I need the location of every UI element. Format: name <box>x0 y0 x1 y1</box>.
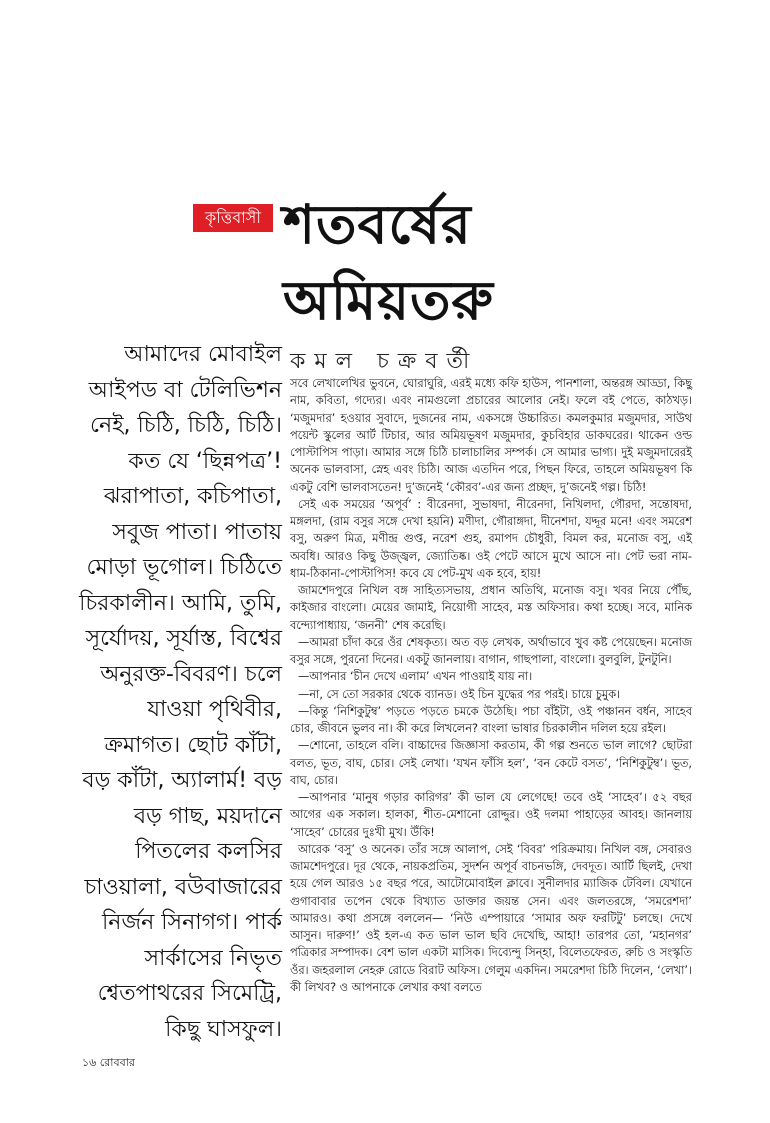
body-paragraph: —কিন্তু ‘নিশিকুটুম্ব’ পড়তে পড়তে চমকে উঠেছি। পচা বাঁইটা, ওই পঞ্চানন বর্ধন, সাহেব চোর, জীবনে ভুলব না। কী করে লিখলেন? বাংলা ভাষার চিরকালীন দলিল হয়ে রইল। <box>290 704 692 735</box>
body-paragraph: —আমরা চাঁদা করে ওঁর শেষকৃত্য। অত বড় লেখক, অর্থাভাবে খুব কষ্ট পেয়েছেন। মনোজ বসুর সঙ্গে, পুরনো দিনের। একটু জানলায়। বাগান, গাছপালা, বাংলো। বুলবুলি, টুনটুনি। <box>290 635 692 666</box>
headline <box>283 186 583 338</box>
author-byline: কমল চক্রবর্তী <box>290 349 479 374</box>
section-tag: কৃত্তিবাসী <box>193 204 273 232</box>
body-paragraph: —আপনার ‘মানুষ গড়ার কারিগর’ কী ভাল যে লেগেছে! তবে ওই ‘সাহেব’। ৫২ বছর আগের এক সকাল। হালকা, শীত-মেশানো রোদ্দুর। ওই দলমা পাহাড়ের আবহ। জানলায় ‘সাহেব’ চোরের দুঃখী মুখ। উঁকি! <box>290 791 692 839</box>
headline-line-1: শতবর্ষের <box>283 192 472 256</box>
body-paragraph: —শোনো, তাহলে বলি। বাচ্চাদের জিজ্ঞাসা করতাম, কী গল্প শুনতে ভাল লাগে? ছোটরা বলত, ভূত, বাঘ, চোর। সেই লেখা। ‘যখন ফাঁসি হল’, ‘বন কেটে বসত’, ‘নিশিকুটুম্ব’। ভূত, বাঘ, চোর। <box>290 739 692 787</box>
body-paragraph: সেই এক সময়ের ‘অপূর্ব’ : বীরেনদা, সুভাষদা, নীরেনদা, নিখিলদা, গৌরদা, সন্তোষদা, মঙ্গলদা, (রাম বসুর সঙ্গে দেখা হয়নি) মণীদা, গৌরাঙ্গদা, দীনেশদা, যদ্দূর মনে! এবং সমরেশ বসু, অরুণ মিত্র, মণীন্দ্র গুপ্ত, নরেশ গুহ, রমাপদ চৌধুরী, বিমল কর, মনোজ বসু, এই অবধি। আরও কিছু উজ্জ্বল, জ্যোতিষ্ক। ওই পেটে আসে মুখে আসে না। পেট ভরা নাম-ধাম-ঠিকানা-পোস্টাপিস! কবে যে পেট-মুখ এক হবে, হায়! <box>290 497 692 580</box>
headline-line-2: অমিয়তরু <box>283 268 494 332</box>
body-paragraph: জামশেদপুরে নিখিল বঙ্গ সাহিত্যসভায়, প্রধান অতিথি, মনোজ বসু। খবর নিয়ে পৌঁছ, কাইজার বাংলো। মেয়ের জামাই, নিয়োগী সাহেব, মস্ত অফিসার। কথা হচ্ছে। সবে, মানিক বন্দ্যোপাধ্যায়, ‘জননী’ শেষ করেছি। <box>290 584 692 632</box>
pull-quote: আমাদের মোবাইল আইপড বা টেলিভিশন নেই, চিঠি, চিঠি, চিঠি। কত যে ‘ছিন্নপত্র’! ঝরাপাতা, কচিপাতা, সবুজ পাতা। পাতায় মোড়া ভূগোল। চিঠিতে চিরকালীন। আমি, তুমি, সূর্যোদয়, সূর্যাস্ত, বিশ্বের অনুরক্ত-বিবরণ। চলে যাওয়া পৃথিবীর, ক্রমাগত। ছোট কাঁটা, বড় কাঁটা, অ্যালার্ম! বড় বড় গাছ, ময়দানে পিতলের কলসির চাওয়ালা, বউবাজারের নির্জন সিনাগগ। পার্ক সার্কাসের নিভৃত শ্বেতপাথরের সিমেট্রি, কিছু ঘাসফুল। <box>79 342 282 1042</box>
body-paragraph: আরেক ‘বসু’ ও অনেক। তাঁর সঙ্গে আলাপ, সেই ‘বিবর’ পরিক্রমায়। নিখিল বঙ্গ, সেবারও জামশেদপুরে। দূর থেকে, নায়কপ্রতিম, সুদর্শন অপূর্ব বাচনভঙ্গি, দেবদূত। আর্টি ছিলই, দেখা হয়ে গেল আরও ১৫ বছর পরে, আটোমোবাইল ক্লাবে। সুনীলদার ম্যাজিক টেবিল। যেখানে গুগাবাবার তপেন থেকে বিখ্যাত ডাক্তার জয়ন্ত সেন। এবং জলতরঙ্গে, ‘সমরেশদা’ আমারও। কথা প্রসঙ্গে বললেন— ‘নিউ এম্পায়ারে ‘সামার অফ ফরটিটু’ চলছে। দেখে আসুন। দারুণ!’ ওই হল-এ কত ভাল ভাল ছবি দেখেছি, আহা! তারপর তো, ‘মহানগর’ পত্রিকার সম্পাদক। বেশ ভাল একটা মাসিক। দিব্যেন্দু সিন্হা, বিলেতফেরত, রুচি ও সংস্কৃতি ওঁর। জহরলাল নেহরু রোডে বিরাট অফিস। গেলুম একদিন। সমরেশদা চিঠি দিলেন, ‘লেখা’। কী লিখব? ও আপনাকে লেখার কথা বলতে <box>290 842 692 994</box>
body-paragraph: সবে লেখালেখির ভুবনে, ঘোরাঘুরি, এরই মধ্যে কফি হাউস, পানশালা, অন্তরঙ্গ আড্ডা, কিছু নাম, কবিতা, গদ্যের। এবং নামগুলো প্রচারের আলোর নেই। ফলে বই পেতে, কাঠখড়। ‘মজুমদার’ হওয়ার সুবাদে, দুজনের নাম, একসঙ্গে উচ্চারিত। কমলকুমার মজুমদার, সাউথ পয়েন্ট স্কুলের আর্ট টিচার, আর অমিয়ভূষণ মজুমদার, কুচবিহার ডাকঘরের। থাকেন ওল্ড পোস্টাপিস পাড়া। আমার সঙ্গে চিঠি চালাচালির সম্পর্ক। সে আমার ভাগ্য। দুই মজুমদারেরই অনেক ভালবাসা, স্নেহ এবং চিঠি। আজ এতদিন পরে, পিছন ফিরে, তাহলে অমিয়ভূষণ কি একটু বেশি ভালবাসতেন! দু’জনেই ‘কৌরব’-এর জন্য প্রচ্ছদ, দু’জনেই গল্প। চিঠি! <box>290 377 692 494</box>
article-body <box>290 375 692 996</box>
page-footer: ১৬ রোববার <box>82 1056 135 1069</box>
body-paragraph: —না, সে তো সরকার থেকে ব্যানড। ওই চিন যুদ্ধের পর পরই। চায়ে চুমুক। <box>298 687 621 701</box>
body-paragraph: —আপনার ‘চীন দেখে এলাম’ এখন পাওয়াই যায় না। <box>298 670 533 684</box>
